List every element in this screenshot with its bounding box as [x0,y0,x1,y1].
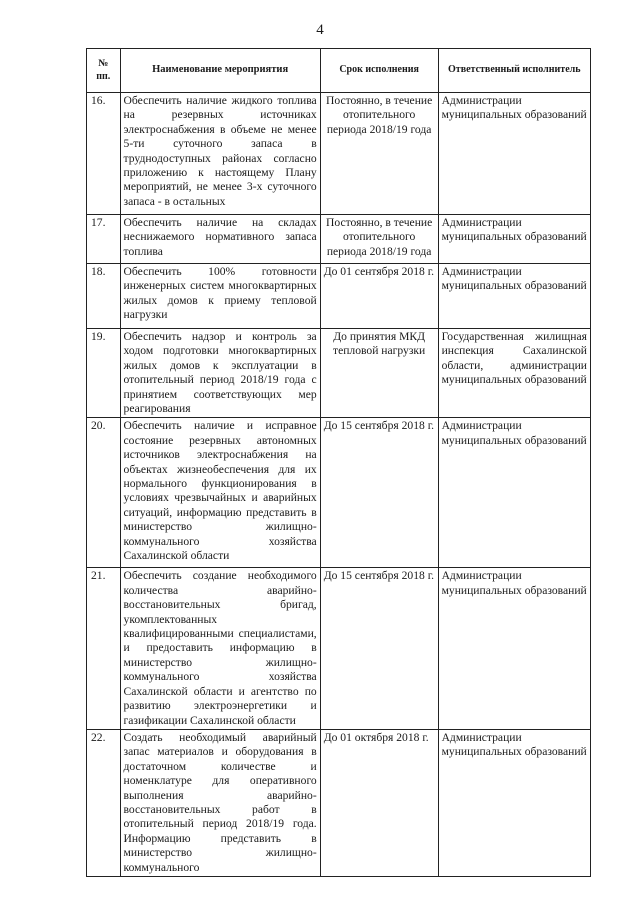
row-deadline: Постоянно, в течение отопительного периода 2018/19 года [320,93,438,215]
row-deadline: До 15 сентября 2018 г. [320,418,438,568]
row-num: 19. [87,329,121,418]
row-name: Обеспечить надзор и контроль за ходом подготовки многоквартирных жилых домов к эксплуатации в отопительный период 2018/19 года с принятием соответствующих мер реагирования [120,329,320,418]
table-row [87,418,591,568]
row-num: 18. [87,264,121,329]
table-row [87,93,591,215]
row-name: Обеспечить наличие на складах неснижаемого нормативного запаса топлива [120,215,320,264]
row-deadline: До 01 октября 2018 г. [320,729,438,876]
table-header-row [87,49,591,93]
row-executor: Администрации муниципальных образований [438,93,590,215]
row-executor: Администрации муниципальных образований [438,215,590,264]
row-deadline: До принятия МКД тепловой нагрузки [320,329,438,418]
table-row [87,215,591,264]
header-name: Наименование мероприятия [120,49,320,93]
row-name: Обеспечить создание необходимого количества аварийно-восстановительных бригад, укомплектованных квалифицированными специалистами, и предоставить информацию в министерство жилищно-коммунального хозяйства Сахалинской области и агентство по развитию электроэнергетики и газификации Сахалинской области [120,568,320,729]
row-executor: Администрации муниципальных образований [438,568,590,729]
page-number: 4 [316,22,324,38]
row-deadline: До 01 сентября 2018 г. [320,264,438,329]
header-num: № пп. [87,49,121,93]
table-row [87,568,591,729]
table-row [87,264,591,329]
row-num: 17. [87,215,121,264]
row-num: 22. [87,729,121,876]
row-executor: Администрации муниципальных образований [438,729,590,876]
header-executor: Ответственный исполнитель [438,49,590,93]
row-executor: Государственная жилищная инспекция Сахалинской области, администрации муниципальных образований [438,329,590,418]
plan-table [86,48,591,877]
row-num: 16. [87,93,121,215]
header-deadline: Срок исполнения [320,49,438,93]
row-num: 20. [87,418,121,568]
row-executor: Администрации муниципальных образований [438,418,590,568]
table-row [87,729,591,876]
row-name: Обеспечить наличие и исправное состояние резервных автономных источников электроснабжения на объектах жизнеобеспечения для их нормального функционирования в условиях чрезвычайных и аварийных ситуаций, информацию представить в министерство жилищно-коммунального хозяйства Сахалинской области [120,418,320,568]
table-row [87,329,591,418]
row-name: Обеспечить 100% готовности инженерных систем многоквартирных жилых домов к приему тепловой нагрузки [120,264,320,329]
row-deadline: До 15 сентября 2018 г. [320,568,438,729]
row-deadline: Постоянно, в течение отопительного периода 2018/19 года [320,215,438,264]
row-name: Обеспечить наличие жидкого топлива на резервных источниках электроснабжения в объеме не менее 5-ти суточного запаса в труднодоступных районах согласно приложению к настоящему Плану мероприятий, не менее 3-х суточного запаса - в остальных [120,93,320,215]
row-num: 21. [87,568,121,729]
row-executor: Администрации муниципальных образований [438,264,590,329]
row-name: Создать необходимый аварийный запас материалов и оборудования в достаточном количестве и номенклатуре для оперативного выполнения аварийно-восстановительных работ в отопительный период 2018/19 года. Информацию представить в министерство жилищно-коммунального [120,729,320,876]
